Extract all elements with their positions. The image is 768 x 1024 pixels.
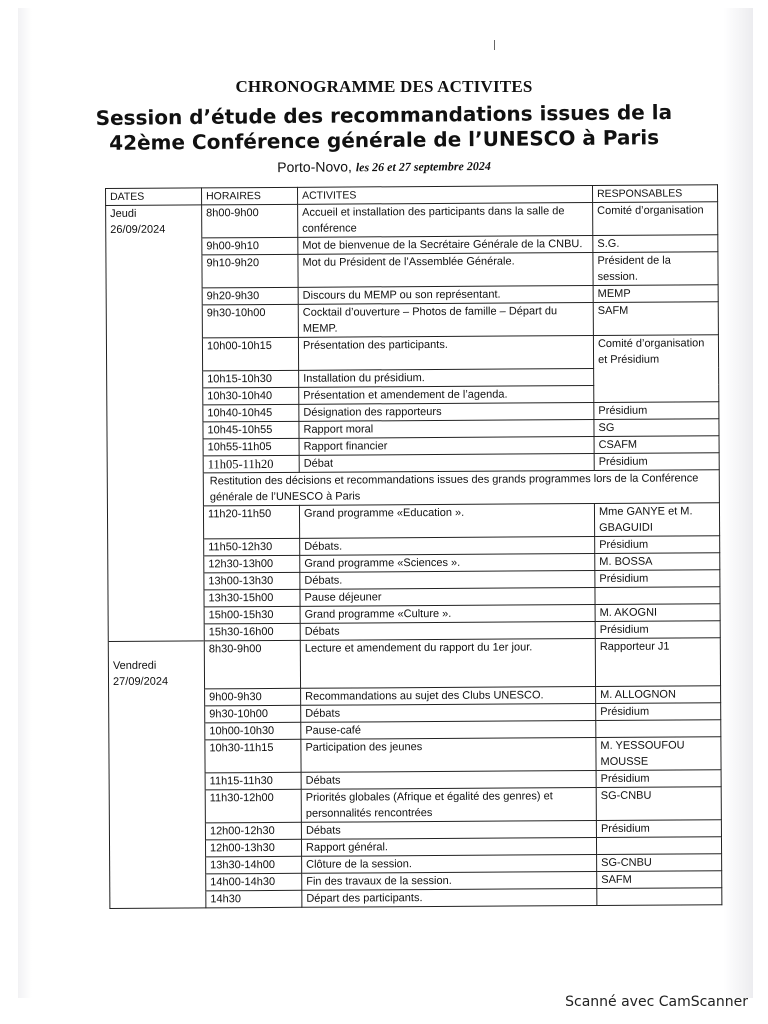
- schedule-body: [106, 202, 722, 909]
- responsible-cell: [595, 586, 720, 604]
- time-cell: 11h30-12h00: [205, 789, 301, 823]
- table-row: [109, 787, 721, 824]
- time-cell: 12h30-13h00: [204, 555, 300, 573]
- responsible-cell: SAFM: [593, 302, 718, 336]
- scan-mark: [494, 40, 495, 50]
- responsible-cell: M. BOSSA: [595, 552, 720, 570]
- header-horaires: HORAIRES: [202, 187, 298, 205]
- date-cell-empty: [107, 472, 203, 506]
- responsible-cell: Comité d’organisation: [593, 202, 718, 236]
- date-cell-empty: [109, 706, 205, 724]
- activity-cell: Débat: [299, 453, 594, 472]
- date-day-2: [108, 640, 204, 689]
- time-cell: 12h00-12h30: [205, 822, 301, 840]
- header-dates: DATES: [106, 188, 202, 206]
- time-cell: 13h30-15h00: [204, 589, 300, 607]
- activity-cell: Cocktail d’ouverture – Photos de famille – Départ du MEMP.: [298, 303, 593, 338]
- time-cell: 13h00-13h30: [204, 572, 300, 590]
- responsible-cell: M. AKOGNI: [595, 603, 720, 621]
- responsible-cell: Présidium: [595, 569, 720, 587]
- responsible-cell: MEMP: [593, 285, 718, 303]
- activity-cell: Rapport général.: [301, 838, 596, 857]
- activity-cell: Débats: [301, 704, 596, 723]
- activity-cell: Pause-café: [301, 721, 596, 740]
- scanner-watermark: Scanné avec CamScanner: [565, 994, 748, 1010]
- date-cell-empty: [109, 740, 205, 774]
- activity-cell: Débats.: [300, 536, 595, 555]
- document-title: CHRONOGRAMME DES ACTIVITES: [235, 77, 533, 96]
- time-cell: 8h30-9h00: [204, 640, 300, 689]
- responsible-cell: SG: [594, 418, 719, 436]
- responsible-cell: [597, 888, 722, 906]
- day-date: 26/09/2024: [110, 223, 166, 236]
- time-cell: 13h30-14h00: [206, 856, 302, 874]
- section-row: [107, 469, 719, 506]
- day-date: 27/09/2024: [112, 675, 169, 688]
- table-row: [106, 302, 718, 339]
- activity-cell: Débats: [301, 821, 596, 840]
- responsible-cell: [594, 367, 719, 385]
- date-cell-empty: [107, 421, 203, 439]
- time-cell: 11h15-11h30: [205, 772, 301, 790]
- date-cell-empty: [108, 538, 204, 556]
- table-row: [106, 335, 718, 371]
- responsible-cell: Présidium: [595, 620, 720, 638]
- date-cell-empty: [109, 689, 205, 707]
- document-subtitle: [0, 99, 768, 157]
- activity-cell: Installation du présidium.: [299, 368, 594, 387]
- date-cell-empty: [106, 338, 202, 371]
- activity-cell: Départ des participants.: [302, 889, 597, 908]
- date-cell-empty: [107, 387, 203, 405]
- time-cell: 9h00-9h30: [205, 688, 301, 706]
- schedule-table: [105, 184, 722, 909]
- responsible-cell: SAFM: [597, 871, 722, 889]
- date-cell-empty: [106, 238, 202, 256]
- date-cell-empty: [106, 255, 202, 289]
- time-cell: 9h20-9h30: [202, 287, 298, 305]
- responsible-cell: Présidium: [594, 401, 719, 419]
- date-cell-empty: [107, 404, 203, 422]
- responsible-cell: Présidium: [594, 452, 719, 470]
- responsible-cell: CSAFM: [594, 435, 719, 453]
- section-title: Restitution des décisions et recommandations issues des grands programmes lors de la Conférence générale de l’UNESCO à Paris: [203, 469, 719, 505]
- event-dates: les 26 et 27 septembre 2024: [355, 158, 491, 175]
- table-row: [108, 637, 720, 689]
- responsible-cell: Rapporteur J1: [595, 637, 720, 686]
- subtitle-line-1: Session d’étude des recommandations issues de la: [95, 99, 673, 131]
- date-cell-empty: [109, 823, 205, 841]
- date-cell-empty: [108, 623, 204, 641]
- time-cell: 9h30-10h00: [205, 705, 301, 723]
- date-cell-empty: [107, 455, 203, 473]
- responsible-cell: [596, 837, 721, 855]
- date-cell-empty: [109, 723, 205, 741]
- day-label: Vendredi: [112, 659, 157, 672]
- activity-cell: Lecture et amendement du rapport du 1er jour.: [300, 638, 595, 688]
- time-cell: 9h30-10h00: [202, 304, 298, 338]
- activity-cell: Désignation des rapporteurs: [299, 402, 594, 421]
- activity-cell: Fin des travaux de la session.: [302, 872, 597, 891]
- time-cell: 10h00-10h15: [202, 337, 298, 370]
- time-cell: 8h00-9h00: [202, 204, 298, 238]
- activity-cell: Accueil et installation des participants dans la salle de conférence: [298, 203, 593, 238]
- time-cell: 11h50-12h30: [204, 538, 300, 556]
- responsible-cell: SG-CNBU: [597, 854, 722, 872]
- responsible-cell: M. YESSOUFOU MOUSSE: [596, 737, 721, 771]
- time-cell: 11h05-11h20: [203, 455, 299, 473]
- activity-cell: Rapport moral: [299, 419, 594, 438]
- time-cell: 10h30-10h40: [203, 387, 299, 405]
- table-row: [106, 252, 718, 289]
- header-responsables: RESPONSABLES: [592, 185, 717, 203]
- time-cell: 12h00-13h30: [205, 839, 301, 857]
- activity-cell: Pause déjeuner: [300, 587, 595, 606]
- activity-cell: Débats.: [300, 570, 595, 589]
- date-cell-empty: [110, 874, 206, 892]
- activity-cell: Mot du Président de l’Assemblée Générale.: [298, 253, 593, 288]
- responsible-cell: [596, 720, 721, 738]
- table-row: [110, 888, 722, 909]
- activity-cell: Mot de bienvenue de la Secrétaire Générale de la CNBU.: [298, 236, 593, 255]
- date-cell-empty: [108, 572, 204, 590]
- date-cell-empty: [109, 773, 205, 791]
- time-cell: 10h15-10h30: [203, 370, 299, 388]
- date-cell-empty: [108, 589, 204, 607]
- table-row: [106, 202, 718, 239]
- activity-cell: Grand programme «Sciences ».: [300, 553, 595, 572]
- activity-cell: Recommandations au sujet des Clubs UNESCO.: [301, 687, 596, 706]
- time-cell: 9h10-9h20: [202, 254, 298, 288]
- date-cell-empty: [109, 840, 205, 858]
- activity-cell: Présentation et amendement de l’agenda.: [299, 385, 594, 404]
- day-label: Jeudi: [110, 207, 137, 220]
- date-cell-empty: [108, 555, 204, 573]
- responsible-cell: Présidium: [595, 535, 720, 553]
- responsible-cell: SG-CNBU: [596, 787, 721, 821]
- responsible-cell: Président de la session.: [593, 252, 718, 286]
- time-cell: 10h30-11h15: [205, 739, 301, 773]
- date-cell-empty: [109, 790, 205, 824]
- time-cell: 10h40-10h45: [203, 404, 299, 422]
- date-cell-empty: [110, 857, 206, 875]
- date-cell-empty: [107, 505, 203, 539]
- time-cell: 10h45-10h55: [203, 421, 299, 439]
- date-cell-empty: [106, 288, 202, 306]
- subtitle-line-2: 42ème Conférence générale de l’UNESCO à Paris: [109, 125, 660, 155]
- responsible-cell: S.G.: [593, 235, 718, 253]
- table-row: [107, 502, 719, 539]
- schedule-table-wrap: [105, 184, 721, 909]
- time-cell: 14h00-14h30: [206, 873, 302, 891]
- date-cell-empty: [107, 370, 203, 388]
- header-activites: ACTIVITES: [297, 186, 592, 205]
- activity-cell: Débats: [301, 771, 596, 790]
- place: Porto-Novo,: [277, 158, 352, 176]
- activity-cell: Clôture de la session.: [302, 855, 597, 874]
- responsible-cell: M. ALLOGNON: [596, 686, 721, 704]
- responsible-cell: Mme GANYE et M. GBAGUIDI: [594, 502, 719, 536]
- activity-cell: Débats: [300, 621, 595, 640]
- date-day-1: [106, 205, 202, 239]
- time-cell: 9h00-9h10: [202, 237, 298, 255]
- activity-cell: Grand programme «Education ».: [299, 503, 594, 538]
- time-cell: 14h30: [206, 890, 302, 908]
- time-cell: 11h20-11h50: [203, 505, 299, 539]
- activity-cell: Rapport financier: [299, 436, 594, 455]
- activity-cell: Participation des jeunes: [301, 738, 596, 773]
- responsible-cell: Présidium: [596, 703, 721, 721]
- responsible-cell: Comité d’organisation et Présidium: [593, 335, 718, 368]
- time-cell: 15h00-15h30: [204, 606, 300, 624]
- date-cell-empty: [106, 305, 202, 339]
- responsible-cell: [594, 384, 719, 402]
- activity-cell: Grand programme «Culture ».: [300, 604, 595, 623]
- activity-cell: Discours du MEMP ou son représentant.: [298, 286, 593, 305]
- responsible-cell: Présidium: [596, 770, 721, 788]
- date-cell-empty: [108, 606, 204, 624]
- time-cell: 10h55-11h05: [203, 438, 299, 456]
- date-cell-empty: [107, 438, 203, 456]
- date-cell-empty: [110, 891, 206, 909]
- activity-cell: Priorités globales (Afrique et égalité des genres) et personnalités rencontrées: [301, 788, 596, 823]
- responsible-cell: Présidium: [596, 820, 721, 838]
- activity-cell: Présentation des participants.: [298, 336, 593, 370]
- time-cell: 10h00-10h30: [205, 722, 301, 740]
- table-row: [109, 737, 721, 774]
- time-cell: 15h30-16h00: [204, 623, 300, 641]
